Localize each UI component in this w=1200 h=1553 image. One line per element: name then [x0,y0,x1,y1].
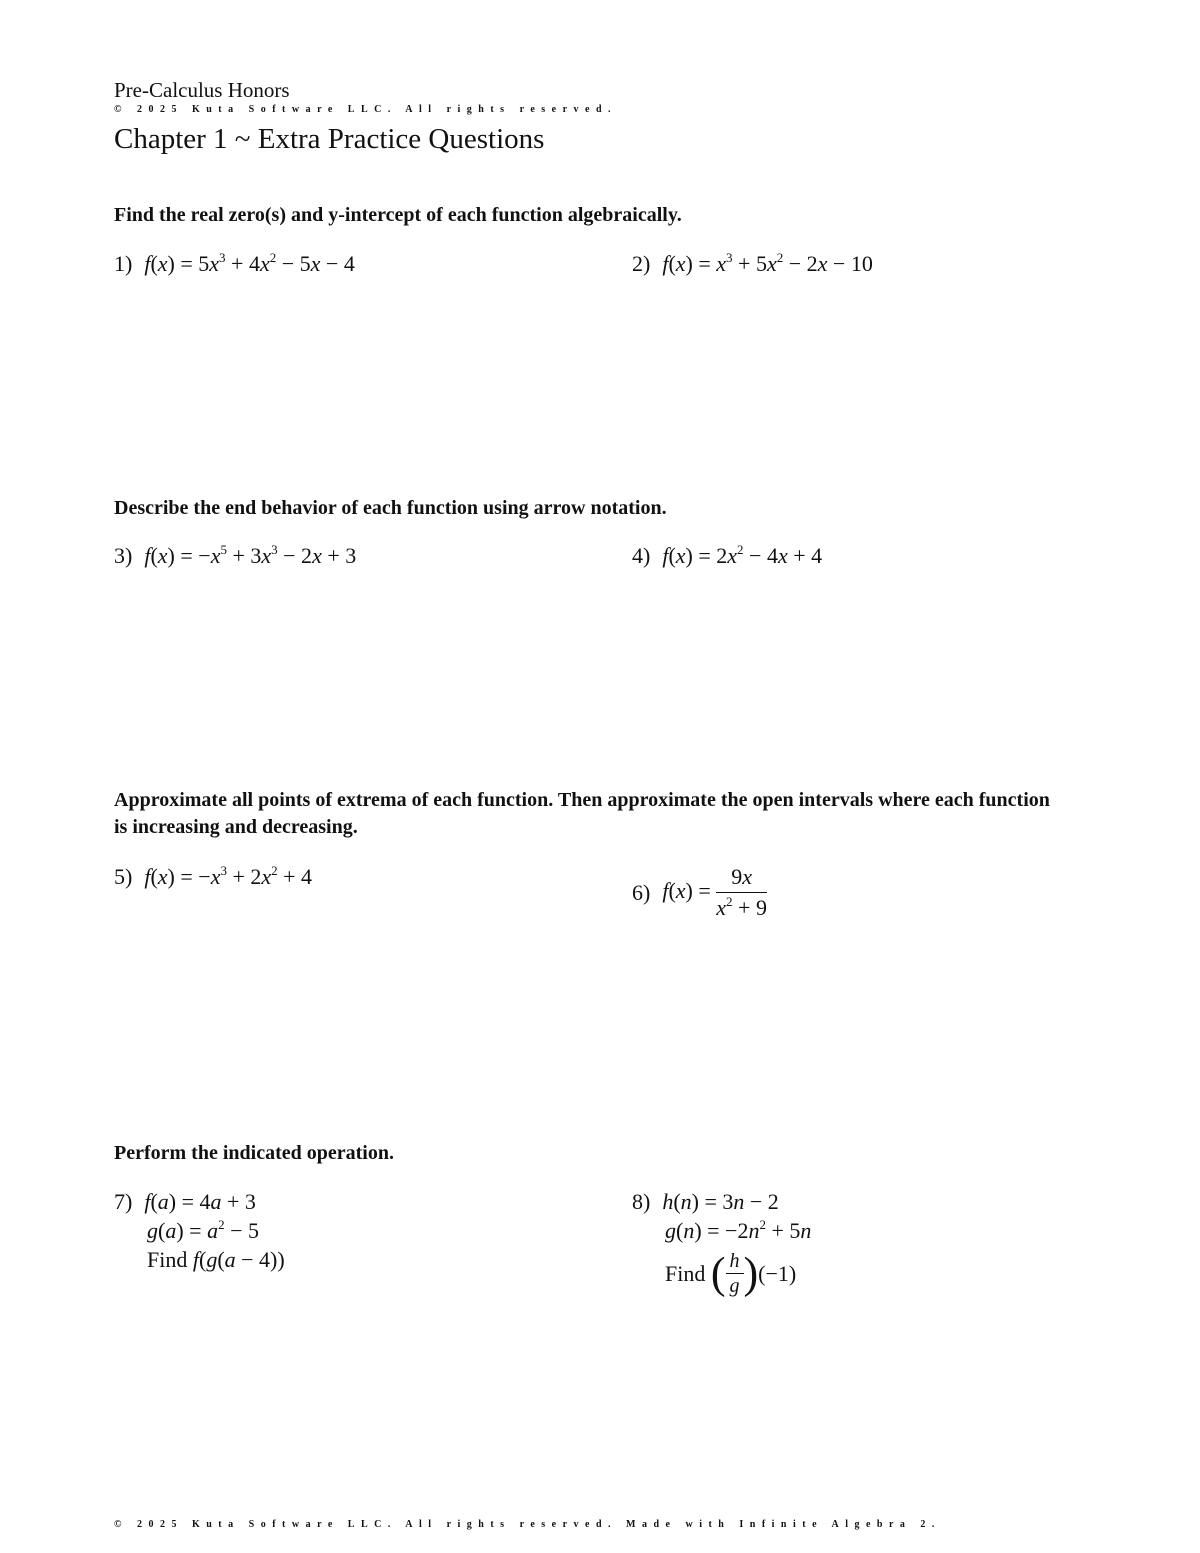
problem-number: 7) [114,1189,133,1214]
problem-line-3: Find f(g(a − 4)) [147,1247,285,1272]
problem-line-1: f(a) = 4a + 3 [144,1189,256,1214]
problem-number: 2) [632,251,651,276]
problem-number: 1) [114,251,133,276]
problem-line-1: h(n) = 3n − 2 [662,1189,779,1214]
copyright-line: © 2025 Kuta Software LLC. All rights reserved. [114,104,618,115]
problem-number: 4) [632,543,651,568]
worksheet-title: Chapter 1 ~ Extra Practice Questions [114,123,545,155]
course-name: Pre-Calculus Honors [114,78,290,102]
problem-number: 5) [114,864,133,889]
problem-expression: $f(x) = -x^3 + 2x^2 + 4$ [144,863,313,889]
fraction: $\frac{9x}{x^2 + 9}$ [716,864,767,920]
problem-3 [114,541,356,570]
problem-expression: $f(x) = 2x^2 - 4x + 4$ [662,542,823,568]
problem-line-3: Find ( $\frac{h}{g}$ )(−1) [665,1248,797,1298]
footer-copyright: © 2025 Kuta Software LLC. All rights reserved. Made with Infinite Algebra 2. [114,1519,941,1530]
problem-number: 8) [632,1189,651,1214]
problem-line-2: $g(n) = -2n^2 + 5n$ [665,1217,812,1243]
problem-number: 6) [632,880,651,905]
problem-expression: f(x) = $\frac{9x}{x^2 + 9}$ [662,878,767,903]
problem-2 [632,249,873,278]
problem-number: 3) [114,543,133,568]
problem-expression: $f(x) = -x^5 + 3x^3 - 2x + 3$ [144,542,357,568]
instruction-extrema: Approximate all points of extrema of each function. Then approximate the open intervals where each function is increasing and decreasing. [114,789,1050,838]
instruction-operation: Perform the indicated operation. [114,1142,394,1164]
problem-8 [632,1187,811,1298]
problem-expression: $f(x) = x^3 + 5x^2 - 2x - 10$ [662,250,873,276]
fraction: $\frac{h}{g}$ [726,1249,744,1298]
problem-expression: $f(x) = 5x^3 + 4x^2 - 5x - 4$ [144,250,355,276]
instruction-end-behavior: Describe the end behavior of each function using arrow notation. [114,497,667,519]
problem-1 [114,249,355,278]
problem-line-2: $g(a) = a^2 - 5$ [147,1217,259,1243]
problem-7 [114,1187,285,1274]
instruction-zeros: Find the real zero(s) and y-intercept of each function algebraically. [114,204,682,226]
problem-6 [632,862,767,923]
problem-5 [114,862,312,891]
problem-4 [632,541,822,570]
